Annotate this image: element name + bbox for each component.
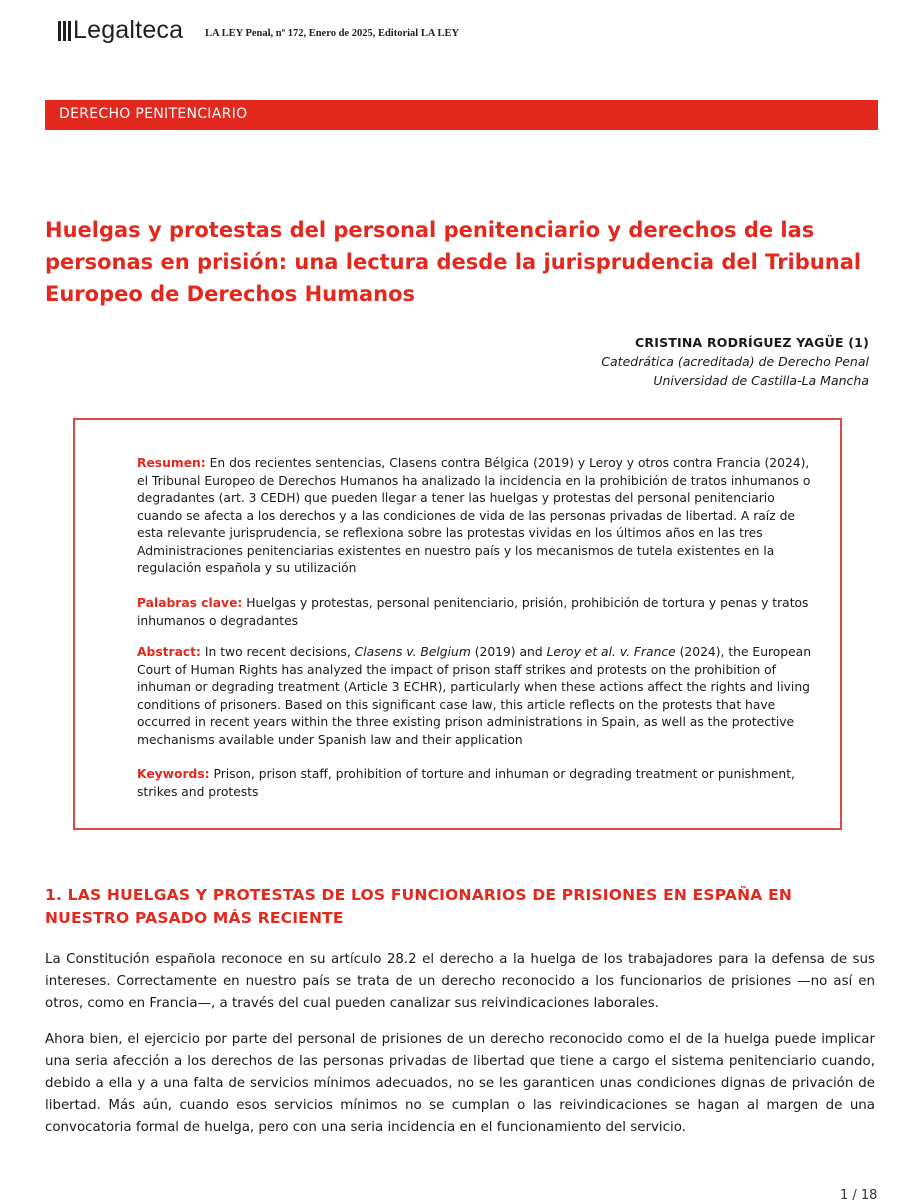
article-title: Huelgas y protestas del personal penitenciario y derechos de las personas en prisión: una lectura desde la jurisprudencia del Tribunal Europeo de Derechos Humanos [45, 218, 862, 306]
abstract-text-a: In two recent decisions, [204, 645, 351, 659]
logo-bars-icon [58, 21, 71, 41]
author-position: Catedrática (acreditada) de Derecho Penal [601, 354, 869, 369]
palabras-clave-label: Palabras clave: [137, 596, 243, 610]
legalteca-logo [58, 16, 183, 45]
logo-text: Legalteca [73, 16, 184, 44]
abstract-label: Abstract: [137, 645, 201, 659]
keywords-text: Prison, prison staff, prohibition of torture and inhuman or degrading treatment or punishment, strikes and protests [137, 767, 795, 799]
paragraph-1: La Constitución española reconoce en su artículo 28.2 el derecho a la huelga de los trabajadores para la defensa de sus intereses. Correctamente en nuestro país se trata de un derecho reconocido a los funcionarios de prisiones —no así en otros, como en Francia—, a través del cual pueden canalizar sus reivindicaciones laborales. [45, 952, 875, 1011]
section-1-heading: 1. LAS HUELGAS Y PROTESTAS DE LOS FUNCIONARIOS DE PRISIONES EN ESPAÑA EN NUESTRO PASADO MÁS RECIENTE [45, 886, 793, 927]
palabras-clave-text: Huelgas y protestas, personal penitenciario, prisión, prohibición de tortura y penas y tratos inhumanos o degradantes [137, 596, 809, 628]
abstract-text-b: (2019) and [474, 645, 543, 659]
paragraph-2: Ahora bien, el ejercicio por parte del personal de prisiones de un derecho reconocido como el de la huelga puede implicar una seria afección a los derechos de las personas privadas de libertad que tiene a cargo el sistema penitenciario cuando, debido a ella y a una falta de servicios mínimos adecuados, no se les garanticen unas condiciones dignas de privación de libertad. Más aún, cuando esos servicios mínimos no se cumplan o las reivindicaciones se hagan al margen de una convocatoria formal de huelga, pero con una seria incidencia en el funcionamiento del servicio. [45, 1032, 875, 1135]
section-band [45, 100, 878, 130]
resumen-block [137, 455, 812, 578]
summary-box [73, 418, 842, 830]
keywords-label: Keywords: [137, 767, 210, 781]
journal-reference: LA LEY Penal, nº 172, Enero de 2025, Editorial LA LEY [205, 28, 460, 39]
abstract-text-c: (2024), the European Court of Human Rights has analyzed the impact of prison staff strikes and protests on the prohibition of inhuman or degrading treatment (Article 3 ECHR), particularly when these actions affect the rights and living conditions of prisoners. Based on this significant case law, this article reflects on the protests that have occurred in recent years within the three existing prison administrations in Spain, as well as the protective mechanisms available under Spanish law and their application [137, 645, 811, 747]
author-block [601, 333, 869, 390]
abstract-case-2: Leroy et al. v. France [546, 645, 676, 659]
abstract-case-1: Clasens v. Belgium [354, 645, 471, 659]
abstract-block [137, 644, 812, 749]
author-name: CRISTINA RODRÍGUEZ YAGÜE (1) [635, 335, 869, 350]
page-indicator: 1 / 18 [840, 1188, 878, 1203]
section-band-label: DERECHO PENITENCIARIO [59, 106, 248, 122]
resumen-label: Resumen: [137, 456, 206, 470]
palabras-clave-block [137, 595, 812, 630]
author-institution: Universidad de Castilla-La Mancha [653, 373, 869, 388]
resumen-text: En dos recientes sentencias, Clasens contra Bélgica (2019) y Leroy y otros contra Francia (2024), el Tribunal Europeo de Derechos Humanos ha analizado la incidencia en la prohibición de tratos inhumanos o degradantes (art. 3 CEDH) que pueden llegar a tener las huelgas y protestas del personal penitenciario cuando se afecta a los derechos y a las condiciones de vida de las personas privadas de libertad. A raíz de esta relevante jurisprudencia, se reflexiona sobre las protestas vividas en los últimos años en las tres Administraciones penitenciarias existentes en nuestro país y los mecanismos de tutela existentes en la regulación española y su utilización [137, 456, 811, 575]
keywords-block [137, 766, 812, 801]
